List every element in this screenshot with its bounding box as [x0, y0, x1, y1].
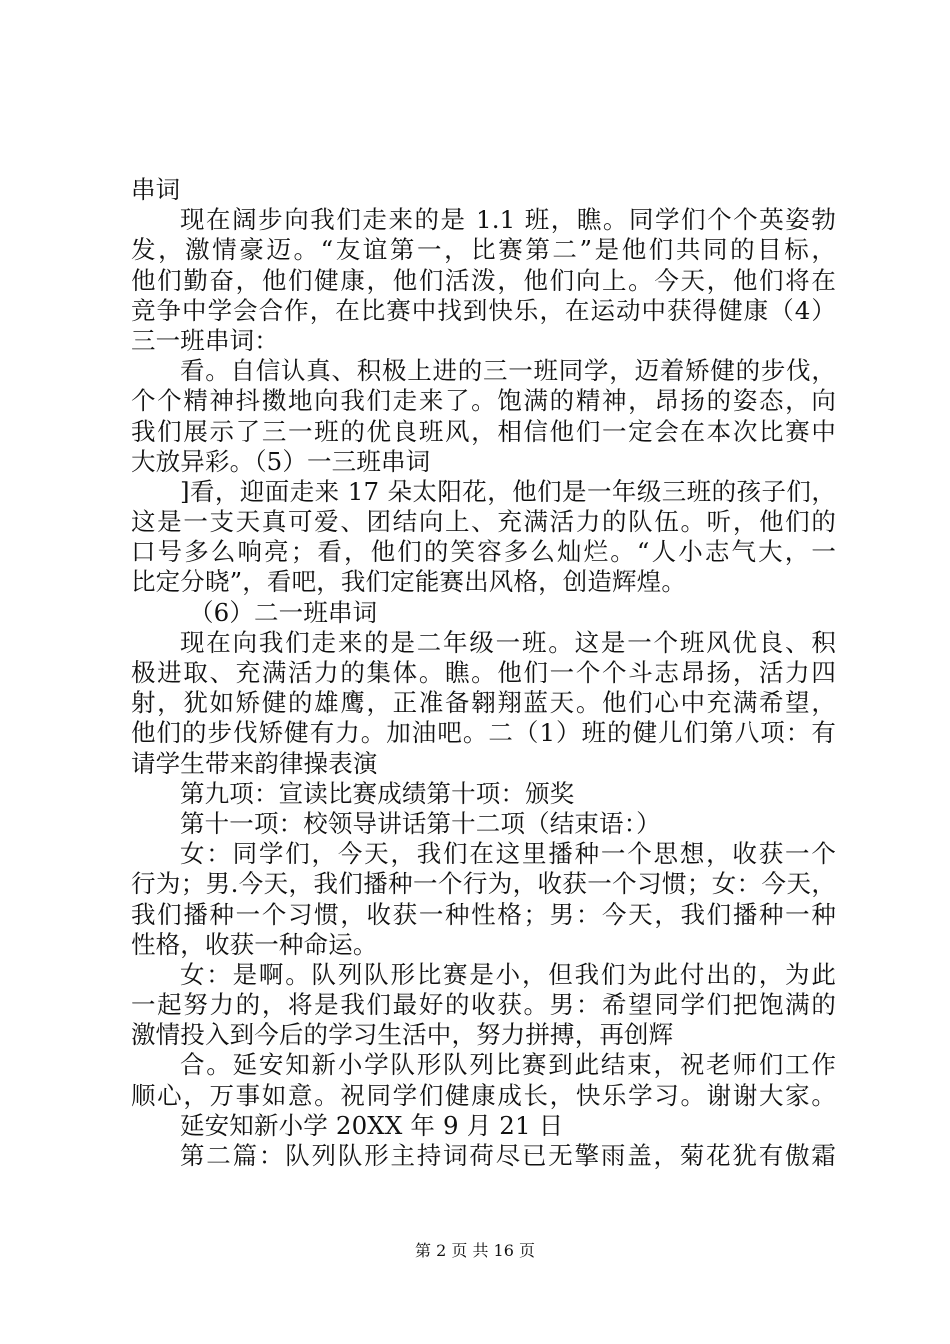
text-line: 发，激情豪迈。“友谊第一，比赛第二”是他们共同的目标，	[131, 235, 836, 265]
text-line: 女：同学们，今天，我们在这里播种一个思想，收获一个	[180, 839, 836, 869]
text-line: 性格，收获一种命运。	[131, 929, 378, 959]
text-line: 竞争中学会合作，在比赛中找到快乐，在运动中获得健康（4）	[131, 295, 836, 325]
text-line: 第二篇：队列队形主持词荷尽已无擎雨盖，菊花犹有傲霜	[180, 1141, 836, 1170]
text-line: 现在阔步向我们走来的是 1.1 班，瞧。同学们个个英姿勃	[180, 205, 836, 235]
text-line: 他们的步伐矫健有力。加油吧。二（1）班的健儿们第八项：有	[131, 718, 836, 748]
text-line: 我们展示了三一班的优良班风，相信他们一定会在本次比赛中	[131, 416, 836, 446]
text-line: 一起努力的，将是我们最好的收获。男：希望同学们把饱满的	[131, 990, 836, 1020]
text-line: 行为；男.今天，我们播种一个行为，收获一个习惯；女：今天，	[131, 869, 836, 899]
text-line: 个个精神抖擞地向我们走来了。饱满的精神，昂扬的姿态，向	[131, 386, 836, 416]
text-line: 比定分晓”，看吧，我们定能赛出风格，创造辉煌。	[131, 567, 686, 597]
text-line: ]看，迎面走来 17 朵太阳花，他们是一年级三班的孩子们，	[180, 476, 836, 506]
text-line: 延安知新小学 20XX 年 9 月 21 日	[180, 1110, 564, 1140]
text-line: 第九项：宣读比赛成绩第十项：颁奖	[180, 778, 575, 808]
page-footer: 第 2 页 共 16 页	[415, 1241, 535, 1260]
text-line: 女：是啊。队列队形比赛是小，但我们为此付出的，为此	[180, 959, 836, 989]
text-line: 第十一项：校领导讲话第十二项（结束语：）	[180, 808, 661, 838]
text-line: 这是一支天真可爱、团结向上、充满活力的队伍。听，他们的	[131, 507, 836, 537]
text-line: 串词	[131, 175, 181, 204]
text-line: 请学生带来韵律操表演	[131, 748, 378, 778]
document-body	[131, 175, 836, 1171]
text-line: 射，犹如矫健的雄鹰，正准备翱翔蓝天。他们心中充满希望，	[131, 688, 836, 718]
text-line: 合。延安知新小学队形队列比赛到此结束，祝老师们工作	[180, 1050, 836, 1080]
text-line: 三一班串词：	[131, 325, 279, 355]
text-line: 他们勤奋，他们健康，他们活泼，他们向上。今天，他们将在	[131, 265, 836, 295]
text-line: 顺心，万事如意。祝同学们健康成长，快乐学习。谢谢大家。	[131, 1080, 836, 1110]
text-line: 现在向我们走来的是二年级一班。这是一个班风优良、积	[180, 627, 836, 657]
text-line: 看。自信认真、积极上进的三一班同学，迈着矫健的步伐，	[180, 356, 836, 386]
text-line: 口号多么响亮；看，他们的笑容多么灿烂。“人小志气大，一	[131, 537, 836, 567]
text-line: 极进取、充满活力的集体。瞧。他们一个个斗志昂扬，活力四	[131, 658, 836, 687]
text-line: （6）二一班串词	[189, 597, 378, 627]
text-line: 我们播种一个习惯，收获一种性格；男：今天，我们播种一种	[131, 899, 836, 929]
text-line: 激情投入到今后的学习生活中，努力拼搏，再创辉	[131, 1020, 674, 1050]
text-line: 大放异彩。（5）一三班串词	[131, 446, 431, 476]
